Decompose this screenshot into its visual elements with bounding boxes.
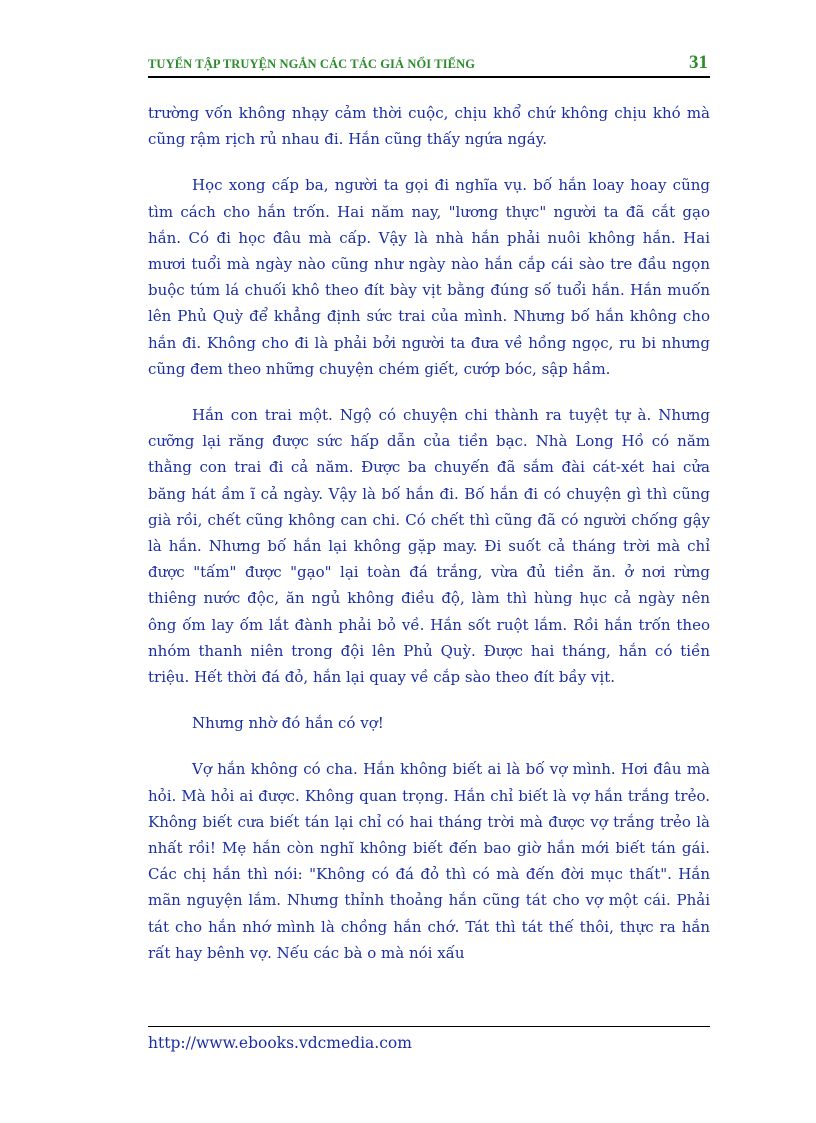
paragraph: Vợ hắn không có cha. Hắn không biết ai là bố vợ mình. Hơi đâu mà hỏi. Mà hỏi ai được. Không quan trọng. Hắn chỉ biết là vợ hắn trắng trẻo. Không biết cưa biết tán lại chỉ có hai tháng trời mà được vợ trắng trẻo là nhất rồi! Mẹ hắn còn nghĩ không biết đến bao giờ hắn mới biết tán gái. Các chị hắn thì nói: "Không có đá đỏ thì có mà đến đời mục thất". Hắn mãn nguyện lắm. Nhưng thỉnh thoảng hắn cũng tát cho vợ một cái. Phải tát cho hắn nhớ mình là chồng hắn chớ. Tát thì tát thế thôi, thực ra hắn rất hay bênh vợ. Nếu các bà o mà nói xấu bbox=[148, 760, 710, 962]
paragraph: Nhưng nhờ đó hắn có vợ! bbox=[192, 714, 384, 733]
paragraph: Học xong cấp ba, người ta gọi đi nghĩa vụ. bố hắn loay hoay cũng tìm cách cho hắn trốn. Hai năm nay, "lương thực" người ta đã cắt gạo hắn. Có đi học đâu mà cấp. Vậy là nhà hắn phải nuôi không hắn. Hai mươi tuổi mà ngày nào cũng như ngày nào hắn cắp cái sào tre đầu ngọn buộc túm lá chuối khô theo đít bày vịt bằng đúng số tuổi hắn. Hắn muốn lên Phủ Quỳ để khẳng định sức trai của mình. Nhưng bố hắn không cho hắn đi. Không cho đi là phải bởi người ta đưa về hồng ngọc, ru bi nhưng cũng đem theo những chuyện chém giết, cướp bóc, sập hầm. bbox=[148, 176, 710, 378]
header-divider bbox=[148, 76, 710, 78]
page-number: 31 bbox=[689, 52, 708, 73]
paragraph: trường vốn không nhạy cảm thời cuộc, chịu khổ chứ không chịu khó mà cũng rậm rịch rủ nhau đi. Hắn cũng thấy ngứa ngáy. bbox=[148, 104, 710, 149]
footer-url-link[interactable]: http://www.ebooks.vdcmedia.com bbox=[148, 1034, 412, 1052]
page-header bbox=[148, 52, 710, 78]
footer-divider bbox=[148, 1026, 710, 1027]
book-title: TUYỂN TẬP TRUYỆN NGẮN CÁC TÁC GIẢ NỔI TIẾNG bbox=[148, 57, 476, 71]
body-text bbox=[148, 100, 710, 986]
paragraph: Hắn con trai một. Ngộ có chuyện chi thành ra tuyệt tự à. Nhưng cưỡng lại răng được sức hấp dẫn của tiền bạc. Nhà Long Hồ có năm thằng con trai đi cả năm. Được ba chuyến đã sắm đài cát-xét hai cửa băng hát ầm ĩ cả ngày. Vậy là bố hắn đi. Bố hắn đi có chuyện gì thì cũng già rồi, chết cũng không can chi. Có chết thì cũng đã có người chống gậy là hắn. Nhưng bố hắn lại không gặp may. Đi suốt cả tháng trời mà chỉ được "tấm" được "gạo" lại toàn đá trắng, vừa đủ tiền ăn. ở nơi rừng thiêng nước độc, ăn ngủ không điều độ, làm thì hùng hục cả ngày nên ông ốm lay ốm lắt đành phải bỏ về. Hắn sốt ruột lắm. Rồi hắn trốn theo nhóm thanh niên trong đội lên Phủ Quỳ. Được hai tháng, hắn có tiền triệu. Hết thời đá đỏ, hắn lại quay về cắp sào theo đít bầy vịt. bbox=[148, 406, 710, 687]
